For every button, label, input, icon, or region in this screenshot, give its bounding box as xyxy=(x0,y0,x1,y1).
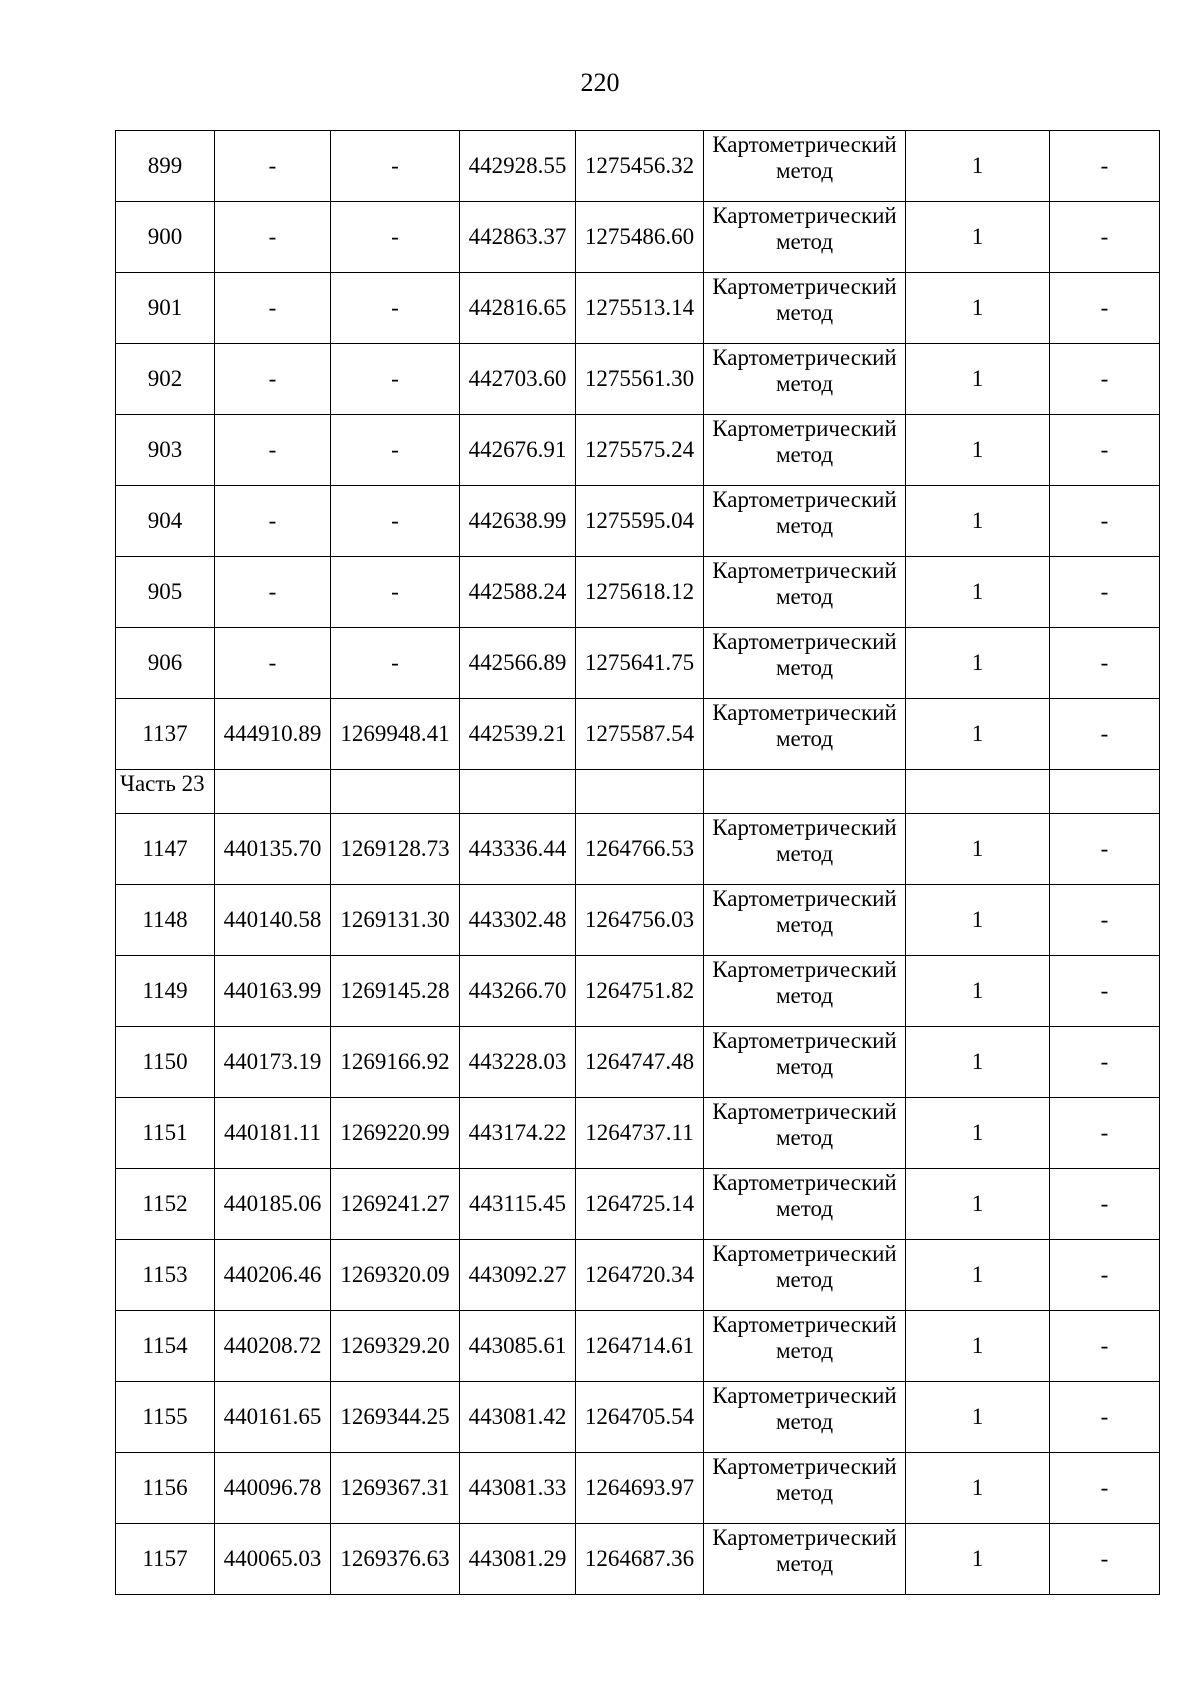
y-new-cell: 1264747.48 xyxy=(576,1027,704,1098)
x-old-cell: 440065.03 xyxy=(215,1524,331,1595)
y-old-cell: 1269329.20 xyxy=(331,1311,460,1382)
x-new-cell: 442816.65 xyxy=(460,273,576,344)
accuracy-cell: 1 xyxy=(906,1311,1050,1382)
y-new-cell: 1264766.53 xyxy=(576,814,704,885)
point-number-cell: 1137 xyxy=(116,699,215,770)
description-cell: - xyxy=(1050,699,1160,770)
accuracy-cell: 1 xyxy=(906,557,1050,628)
accuracy-cell: 1 xyxy=(906,1524,1050,1595)
point-number-cell: 1148 xyxy=(116,885,215,956)
x-old-cell: - xyxy=(215,628,331,699)
x-new-cell: 442566.89 xyxy=(460,628,576,699)
method-cell: Картометрический метод xyxy=(704,344,906,415)
y-new-cell: 1264687.36 xyxy=(576,1524,704,1595)
description-cell: - xyxy=(1050,273,1160,344)
method-cell: Картометрический метод xyxy=(704,1311,906,1382)
description-cell: - xyxy=(1050,956,1160,1027)
accuracy-cell: 1 xyxy=(906,344,1050,415)
description-cell: - xyxy=(1050,1524,1160,1595)
x-new-cell: 443081.42 xyxy=(460,1382,576,1453)
x-new-cell: 443228.03 xyxy=(460,1027,576,1098)
accuracy-cell: 1 xyxy=(906,1169,1050,1240)
x-old-cell: 440181.11 xyxy=(215,1098,331,1169)
x-old-cell: 440096.78 xyxy=(215,1453,331,1524)
description-cell: - xyxy=(1050,202,1160,273)
accuracy-cell: 1 xyxy=(906,1098,1050,1169)
accuracy-cell: 1 xyxy=(906,202,1050,273)
accuracy-cell: 1 xyxy=(906,1453,1050,1524)
y-new-cell: 1264714.61 xyxy=(576,1311,704,1382)
point-number-cell: 901 xyxy=(116,273,215,344)
table-row xyxy=(116,273,1160,344)
y-old-cell: - xyxy=(331,273,460,344)
y-old-cell: - xyxy=(331,131,460,202)
table-row xyxy=(116,1098,1160,1169)
table-row xyxy=(116,415,1160,486)
x-old-cell: - xyxy=(215,273,331,344)
description-cell: - xyxy=(1050,1240,1160,1311)
table-row xyxy=(116,1240,1160,1311)
x-old-cell: - xyxy=(215,344,331,415)
point-number-cell: 1153 xyxy=(116,1240,215,1311)
y-new-cell: 1275587.54 xyxy=(576,699,704,770)
y-new-cell: 1275575.24 xyxy=(576,415,704,486)
table-row xyxy=(116,557,1160,628)
point-number-cell: 1155 xyxy=(116,1382,215,1453)
point-number-cell: 1156 xyxy=(116,1453,215,1524)
x-old-cell: 440208.72 xyxy=(215,1311,331,1382)
x-new-cell: 443092.27 xyxy=(460,1240,576,1311)
method-cell: Картометрический метод xyxy=(704,1169,906,1240)
accuracy-cell: 1 xyxy=(906,486,1050,557)
x-old-cell: 440173.19 xyxy=(215,1027,331,1098)
empty-cell xyxy=(906,770,1050,814)
table-row xyxy=(116,814,1160,885)
method-cell: Картометрический метод xyxy=(704,956,906,1027)
point-number-cell: 899 xyxy=(116,131,215,202)
description-cell: - xyxy=(1050,1169,1160,1240)
table-row xyxy=(116,486,1160,557)
accuracy-cell: 1 xyxy=(906,273,1050,344)
table-row xyxy=(116,885,1160,956)
x-new-cell: 443302.48 xyxy=(460,885,576,956)
method-cell: Картометрический метод xyxy=(704,1524,906,1595)
page-number: 220 xyxy=(580,68,620,97)
point-number-cell: 1147 xyxy=(116,814,215,885)
point-number-cell: 902 xyxy=(116,344,215,415)
empty-cell xyxy=(460,770,576,814)
y-old-cell: - xyxy=(331,415,460,486)
y-new-cell: 1264693.97 xyxy=(576,1453,704,1524)
point-number-cell: 1149 xyxy=(116,956,215,1027)
table-row xyxy=(116,1382,1160,1453)
accuracy-cell: 1 xyxy=(906,1240,1050,1311)
description-cell: - xyxy=(1050,131,1160,202)
description-cell: - xyxy=(1050,415,1160,486)
point-number-cell: 900 xyxy=(116,202,215,273)
y-old-cell: - xyxy=(331,202,460,273)
x-new-cell: 443081.29 xyxy=(460,1524,576,1595)
description-cell: - xyxy=(1050,1382,1160,1453)
table-body xyxy=(116,131,1160,1595)
table-row xyxy=(116,1524,1160,1595)
x-new-cell: 442928.55 xyxy=(460,131,576,202)
table-row xyxy=(116,202,1160,273)
table-row xyxy=(116,1311,1160,1382)
x-new-cell: 443266.70 xyxy=(460,956,576,1027)
x-old-cell: - xyxy=(215,557,331,628)
empty-cell xyxy=(215,770,331,814)
empty-cell xyxy=(576,770,704,814)
y-new-cell: 1275618.12 xyxy=(576,557,704,628)
table-row xyxy=(116,699,1160,770)
method-cell: Картометрический метод xyxy=(704,1382,906,1453)
y-new-cell: 1275513.14 xyxy=(576,273,704,344)
empty-cell xyxy=(1050,770,1160,814)
description-cell: - xyxy=(1050,1453,1160,1524)
y-old-cell: 1269166.92 xyxy=(331,1027,460,1098)
description-cell: - xyxy=(1050,814,1160,885)
y-new-cell: 1275486.60 xyxy=(576,202,704,273)
x-new-cell: 443085.61 xyxy=(460,1311,576,1382)
x-new-cell: 442676.91 xyxy=(460,415,576,486)
accuracy-cell: 1 xyxy=(906,628,1050,699)
accuracy-cell: 1 xyxy=(906,699,1050,770)
description-cell: - xyxy=(1050,344,1160,415)
x-old-cell: 440135.70 xyxy=(215,814,331,885)
empty-cell xyxy=(331,770,460,814)
x-new-cell: 442863.37 xyxy=(460,202,576,273)
method-cell: Картометрический метод xyxy=(704,131,906,202)
y-new-cell: 1275641.75 xyxy=(576,628,704,699)
method-cell: Картометрический метод xyxy=(704,699,906,770)
accuracy-cell: 1 xyxy=(906,885,1050,956)
table-row xyxy=(116,344,1160,415)
x-old-cell: - xyxy=(215,486,331,557)
method-cell: Картометрический метод xyxy=(704,814,906,885)
method-cell: Картометрический метод xyxy=(704,1240,906,1311)
table-row xyxy=(116,628,1160,699)
x-new-cell: 443336.44 xyxy=(460,814,576,885)
x-old-cell: 440161.65 xyxy=(215,1382,331,1453)
x-old-cell: - xyxy=(215,131,331,202)
x-old-cell: - xyxy=(215,415,331,486)
x-new-cell: 442638.99 xyxy=(460,486,576,557)
y-new-cell: 1275561.30 xyxy=(576,344,704,415)
point-number-cell: 1157 xyxy=(116,1524,215,1595)
coordinates-table xyxy=(115,130,1160,1595)
x-old-cell: 444910.89 xyxy=(215,699,331,770)
description-cell: - xyxy=(1050,1027,1160,1098)
accuracy-cell: 1 xyxy=(906,956,1050,1027)
x-old-cell: 440206.46 xyxy=(215,1240,331,1311)
y-new-cell: 1264737.11 xyxy=(576,1098,704,1169)
table-row xyxy=(116,956,1160,1027)
point-number-cell: 1152 xyxy=(116,1169,215,1240)
point-number-cell: 1151 xyxy=(116,1098,215,1169)
point-number-cell: 903 xyxy=(116,415,215,486)
accuracy-cell: 1 xyxy=(906,1382,1050,1453)
y-new-cell: 1275456.32 xyxy=(576,131,704,202)
x-new-cell: 442588.24 xyxy=(460,557,576,628)
table-row xyxy=(116,1027,1160,1098)
table-row xyxy=(116,131,1160,202)
method-cell: Картометрический метод xyxy=(704,557,906,628)
method-cell: Картометрический метод xyxy=(704,628,906,699)
method-cell: Картометрический метод xyxy=(704,1098,906,1169)
y-old-cell: 1269376.63 xyxy=(331,1524,460,1595)
point-number-cell: 904 xyxy=(116,486,215,557)
table-row xyxy=(116,1453,1160,1524)
x-old-cell: 440140.58 xyxy=(215,885,331,956)
method-cell: Картометрический метод xyxy=(704,415,906,486)
y-new-cell: 1275595.04 xyxy=(576,486,704,557)
y-old-cell: - xyxy=(331,486,460,557)
y-old-cell: - xyxy=(331,628,460,699)
y-old-cell: 1269241.27 xyxy=(331,1169,460,1240)
description-cell: - xyxy=(1050,557,1160,628)
x-old-cell: - xyxy=(215,202,331,273)
method-cell: Картометрический метод xyxy=(704,273,906,344)
y-old-cell: 1269948.41 xyxy=(331,699,460,770)
x-new-cell: 442539.21 xyxy=(460,699,576,770)
description-cell: - xyxy=(1050,628,1160,699)
description-cell: - xyxy=(1050,885,1160,956)
method-cell: Картометрический метод xyxy=(704,486,906,557)
section-label: Часть 23 xyxy=(116,770,215,814)
empty-cell xyxy=(704,770,906,814)
y-old-cell: 1269367.31 xyxy=(331,1453,460,1524)
method-cell: Картометрический метод xyxy=(704,202,906,273)
y-old-cell: 1269131.30 xyxy=(331,885,460,956)
point-number-cell: 1150 xyxy=(116,1027,215,1098)
x-new-cell: 443081.33 xyxy=(460,1453,576,1524)
description-cell: - xyxy=(1050,1311,1160,1382)
point-number-cell: 906 xyxy=(116,628,215,699)
accuracy-cell: 1 xyxy=(906,415,1050,486)
point-number-cell: 905 xyxy=(116,557,215,628)
x-new-cell: 443174.22 xyxy=(460,1098,576,1169)
method-cell: Картометрический метод xyxy=(704,1027,906,1098)
description-cell: - xyxy=(1050,1098,1160,1169)
y-old-cell: 1269344.25 xyxy=(331,1382,460,1453)
y-old-cell: 1269128.73 xyxy=(331,814,460,885)
y-old-cell: 1269220.99 xyxy=(331,1098,460,1169)
y-new-cell: 1264756.03 xyxy=(576,885,704,956)
y-new-cell: 1264720.34 xyxy=(576,1240,704,1311)
y-old-cell: 1269320.09 xyxy=(331,1240,460,1311)
y-old-cell: - xyxy=(331,344,460,415)
x-old-cell: 440163.99 xyxy=(215,956,331,1027)
method-cell: Картометрический метод xyxy=(704,1453,906,1524)
table-section-row xyxy=(116,770,1160,814)
x-old-cell: 440185.06 xyxy=(215,1169,331,1240)
y-new-cell: 1264751.82 xyxy=(576,956,704,1027)
description-cell: - xyxy=(1050,486,1160,557)
x-new-cell: 443115.45 xyxy=(460,1169,576,1240)
accuracy-cell: 1 xyxy=(906,814,1050,885)
table-row xyxy=(116,1169,1160,1240)
accuracy-cell: 1 xyxy=(906,131,1050,202)
point-number-cell: 1154 xyxy=(116,1311,215,1382)
y-old-cell: 1269145.28 xyxy=(331,956,460,1027)
y-old-cell: - xyxy=(331,557,460,628)
method-cell: Картометрический метод xyxy=(704,885,906,956)
y-new-cell: 1264705.54 xyxy=(576,1382,704,1453)
accuracy-cell: 1 xyxy=(906,1027,1050,1098)
y-new-cell: 1264725.14 xyxy=(576,1169,704,1240)
x-new-cell: 442703.60 xyxy=(460,344,576,415)
